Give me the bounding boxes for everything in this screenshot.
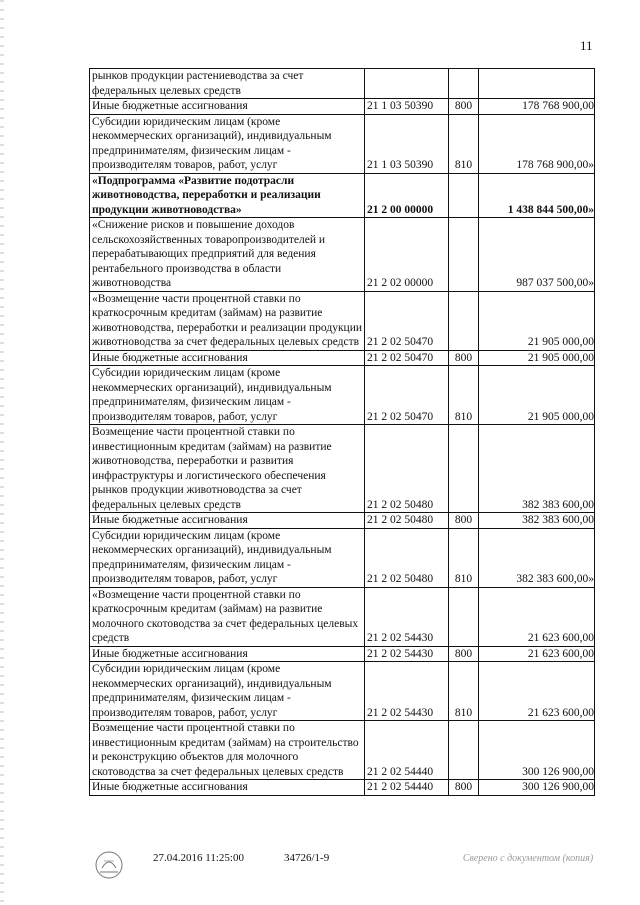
row-expense-type: 800 bbox=[449, 513, 479, 529]
row-name: Возмещение части процентной ставки по инвестиционным кредитам (займам) на строительство и реконструкцию объектов для молочного скотоводства за счет федеральных целевых средств bbox=[90, 721, 365, 780]
row-amount: 21 623 600,00 bbox=[479, 587, 595, 646]
row-name: Иные бюджетные ассигнования bbox=[90, 780, 365, 796]
row-expense-type bbox=[449, 218, 479, 292]
row-name: «Снижение рисков и повышение доходов сельскохозяйственных товаропроизводителей и перерабатывающих предприятий для ведения рентабельного производства в области животноводства bbox=[90, 218, 365, 292]
row-expense-type bbox=[449, 291, 479, 350]
table-row bbox=[90, 425, 595, 513]
row-code: 21 1 03 50390 bbox=[365, 114, 449, 173]
row-code: 21 1 03 50390 bbox=[365, 99, 449, 115]
table-row bbox=[90, 662, 595, 721]
row-name: Субсидии юридическим лицам (кроме некоммерческих организаций), индивидуальным предпринимателям, физическим лицам - производителям товаров, работ, услуг bbox=[90, 366, 365, 425]
table-row bbox=[90, 114, 595, 173]
table-row bbox=[90, 587, 595, 646]
row-amount: 178 768 900,00» bbox=[479, 114, 595, 173]
row-expense-type bbox=[449, 69, 479, 99]
row-name: Субсидии юридическим лицам (кроме некоммерческих организаций), индивидуальным предпринимателям, физическим лицам - производителям товаров, работ, услуг bbox=[90, 662, 365, 721]
table-row bbox=[90, 218, 595, 292]
row-code: 21 2 00 00000 bbox=[365, 173, 449, 218]
row-name: Иные бюджетные ассигнования bbox=[90, 646, 365, 662]
row-name: Иные бюджетные ассигнования bbox=[90, 513, 365, 529]
row-amount: 300 126 900,00 bbox=[479, 721, 595, 780]
table-row bbox=[90, 366, 595, 425]
row-amount: 21 623 600,00 bbox=[479, 646, 595, 662]
row-name: «Возмещение части процентной ставки по краткосрочным кредитам (займам) на развитие молочного скотоводства за счет федеральных целевых средств bbox=[90, 587, 365, 646]
row-expense-type bbox=[449, 173, 479, 218]
row-amount: 21 623 600,00 bbox=[479, 662, 595, 721]
table-row bbox=[90, 646, 595, 662]
row-amount: 987 037 500,00» bbox=[479, 218, 595, 292]
footer-datetime: 27.04.2016 11:25:00 bbox=[153, 852, 244, 864]
row-code: 21 2 02 50470 bbox=[365, 291, 449, 350]
row-name: «Подпрограмма «Развитие подотрасли животноводства, переработки и реализации продукции животноводства» bbox=[90, 173, 365, 218]
table-row bbox=[90, 291, 595, 350]
row-code: 21 2 02 50480 bbox=[365, 513, 449, 529]
row-code: 21 2 02 54440 bbox=[365, 780, 449, 796]
row-amount: 1 438 844 500,00» bbox=[479, 173, 595, 218]
table-row bbox=[90, 99, 595, 115]
row-code: 21 2 02 50470 bbox=[365, 366, 449, 425]
row-expense-type bbox=[449, 721, 479, 780]
table-row bbox=[90, 173, 595, 218]
row-expense-type: 810 bbox=[449, 662, 479, 721]
row-expense-type: 800 bbox=[449, 646, 479, 662]
row-amount: 300 126 900,00 bbox=[479, 780, 595, 796]
row-code: 21 2 02 54430 bbox=[365, 587, 449, 646]
table-row bbox=[90, 513, 595, 529]
budget-table bbox=[89, 68, 595, 796]
row-amount bbox=[479, 69, 595, 99]
verification-stamp bbox=[453, 852, 603, 865]
row-amount: 382 383 600,00 bbox=[479, 425, 595, 513]
row-code: 21 2 02 00000 bbox=[365, 218, 449, 292]
scan-edge-marks bbox=[0, 0, 4, 905]
table-row bbox=[90, 721, 595, 780]
row-code bbox=[365, 69, 449, 99]
row-expense-type: 810 bbox=[449, 528, 479, 587]
row-code: 21 2 02 54440 bbox=[365, 721, 449, 780]
emblem-seal-icon bbox=[92, 848, 126, 882]
row-name: рынков продукции растениеводства за счет федеральных целевых средств bbox=[90, 69, 365, 99]
table-row bbox=[90, 350, 595, 366]
row-name: Иные бюджетные ассигнования bbox=[90, 99, 365, 115]
row-amount: 178 768 900,00 bbox=[479, 99, 595, 115]
row-code: 21 2 02 50480 bbox=[365, 528, 449, 587]
row-amount: 21 905 000,00 bbox=[479, 366, 595, 425]
row-amount: 21 905 000,00 bbox=[479, 291, 595, 350]
row-amount: 21 905 000,00 bbox=[479, 350, 595, 366]
row-name: Возмещение части процентной ставки по инвестиционным кредитам (займам) на развитие животноводства, переработки и развития инфраструктуры и логистического обеспечения рынков продукции животноводства за счет федеральных целевых средств bbox=[90, 425, 365, 513]
row-name: Субсидии юридическим лицам (кроме некоммерческих организаций), индивидуальным предпринимателям, физическим лицам - производителям товаров, работ, услуг bbox=[90, 528, 365, 587]
row-name: Субсидии юридическим лицам (кроме некоммерческих организаций), индивидуальным предпринимателям, физическим лицам - производителям товаров, работ, услуг bbox=[90, 114, 365, 173]
budget-table-body bbox=[90, 69, 595, 796]
verification-stamp-text: Сверено с документом (копия) bbox=[462, 853, 594, 864]
row-name: Иные бюджетные ассигнования bbox=[90, 350, 365, 366]
row-expense-type: 810 bbox=[449, 114, 479, 173]
table-row bbox=[90, 528, 595, 587]
row-expense-type: 800 bbox=[449, 99, 479, 115]
row-amount: 382 383 600,00 bbox=[479, 513, 595, 529]
row-code: 21 2 02 50470 bbox=[365, 350, 449, 366]
row-name: «Возмещение части процентной ставки по краткосрочным кредитам (займам) на развитие животноводства, переработки и реализации продукции животноводства за счет федеральных целевых средств bbox=[90, 291, 365, 350]
row-expense-type bbox=[449, 425, 479, 513]
table-row bbox=[90, 780, 595, 796]
table-row bbox=[90, 69, 595, 99]
footer-doc-number: 34726/1-9 bbox=[284, 852, 330, 864]
row-expense-type bbox=[449, 587, 479, 646]
row-expense-type: 800 bbox=[449, 350, 479, 366]
row-amount: 382 383 600,00» bbox=[479, 528, 595, 587]
page-number: 11 bbox=[580, 38, 593, 53]
row-code: 21 2 02 50480 bbox=[365, 425, 449, 513]
row-code: 21 2 02 54430 bbox=[365, 646, 449, 662]
row-expense-type: 800 bbox=[449, 780, 479, 796]
row-code: 21 2 02 54430 bbox=[365, 662, 449, 721]
row-expense-type: 810 bbox=[449, 366, 479, 425]
